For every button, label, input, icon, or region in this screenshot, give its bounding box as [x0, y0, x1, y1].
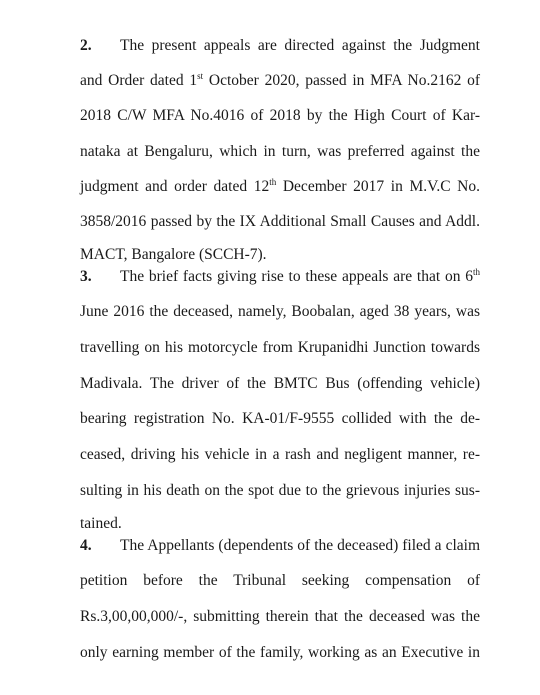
line-text: The present appeals are directed against the Judgment	[120, 37, 480, 54]
line-text: Rs.3,00,00,000/-, submitting therein that the deceased was the	[80, 608, 480, 625]
paragraph-4-line-2	[80, 571, 480, 591]
paragraph-3-line-5	[80, 409, 480, 429]
line-text: Madivala. The driver of the BMTC Bus (offending vehicle)	[80, 375, 480, 392]
line-text: 2018 C/W MFA No.4016 of 2018 by the High Court of Kar-	[80, 107, 480, 124]
paragraph-3-line-8	[80, 514, 480, 534]
paragraph-4-line-3	[80, 607, 480, 627]
line-text: bearing registration No. KA-01/F-9555 collided with the de-	[80, 410, 480, 427]
paragraph-3-line-7	[80, 481, 480, 501]
paragraph-2-line-1	[80, 36, 480, 56]
line-text: The brief facts giving rise to these appeals are that on 6	[120, 268, 473, 285]
line-text: MACT, Bangalore (SCCH-7).	[80, 246, 267, 263]
line-text: travelling on his motorcycle from Krupanidhi Junction towards	[80, 339, 480, 356]
line-text: only earning member of the family, working as an Executive in	[80, 644, 480, 661]
paragraph-2-line-2	[80, 71, 480, 91]
line-text: nataka at Bengaluru, which in turn, was preferred against the	[80, 143, 480, 160]
paragraph-3-line-4	[80, 374, 480, 394]
paragraph-2-line-5	[80, 177, 480, 197]
paragraph-2-line-7	[80, 245, 480, 265]
paragraph-number: 2.	[80, 37, 92, 54]
paragraph-number: 4.	[80, 537, 92, 554]
line-text: petition before the Tribunal seeking compensation of	[80, 572, 480, 589]
paragraph-3-line-1	[80, 267, 480, 287]
paragraph-4-line-1	[80, 536, 480, 556]
line-text: judgment and order dated 12	[80, 178, 270, 195]
line-text: December 2017 in M.V.C No.	[276, 178, 480, 195]
superscript: th	[269, 176, 277, 187]
paragraph-number: 3.	[80, 268, 92, 285]
superscript: st	[197, 70, 204, 81]
paragraph-3-line-3	[80, 338, 480, 358]
line-text: October 2020, passed in MFA No.2162 of	[203, 72, 481, 89]
line-text: 3858/2016 passed by the IX Additional Small Causes and Addl.	[80, 213, 480, 230]
line-text: and Order dated 1	[80, 72, 198, 89]
paragraph-2-line-6	[80, 212, 480, 232]
line-text: The Appellants (dependents of the deceased) filed a claim	[120, 537, 480, 554]
paragraph-3-line-2	[80, 302, 480, 322]
paragraph-3-line-6	[80, 445, 480, 465]
paragraph-4-line-4	[80, 643, 480, 663]
line-text: tained.	[80, 515, 122, 532]
line-text: ceased, driving his vehicle in a rash and negligent manner, re-	[80, 446, 480, 463]
line-text: sulting in his death on the spot due to the grievous injuries sus-	[80, 482, 480, 499]
line-text: June 2016 the deceased, namely, Boobalan, aged 38 years, was	[80, 303, 480, 320]
paragraph-2-line-3	[80, 106, 480, 126]
superscript: th	[472, 266, 480, 277]
paragraph-2-line-4	[80, 142, 480, 162]
